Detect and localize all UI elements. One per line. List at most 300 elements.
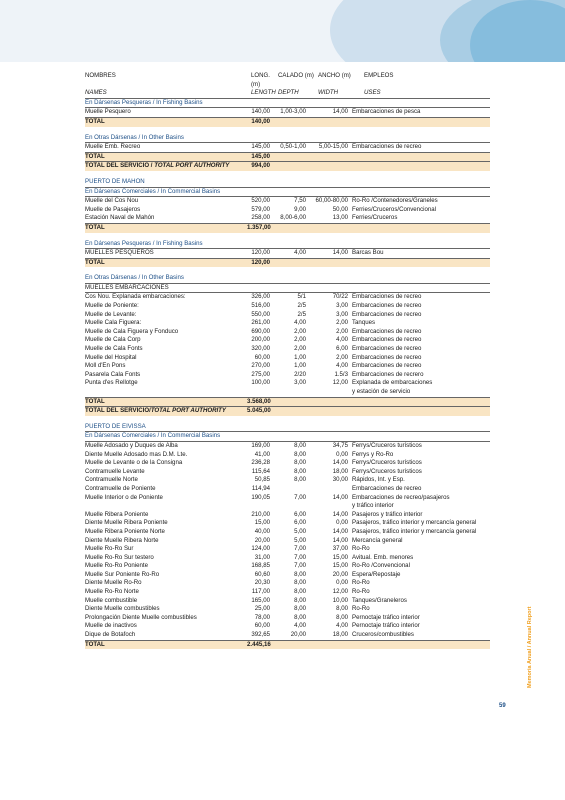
col-header-uses: EMPLEOS [364,72,394,79]
col-header-length: LONG. (m) [251,72,270,88]
cell-depth: 7,50 [294,197,306,205]
cell-depth: 5/1 [297,293,306,301]
col-header-uses-en: USES [364,89,381,97]
cell-width: 18,00 [332,631,348,639]
cell-width: 1.5/3 [334,370,348,378]
cell-name: Contramuelle Levante [85,467,145,475]
cell-depth: 5,00 [294,527,306,535]
table-row [85,519,490,528]
cell-uses: Embarcaciones de recreo [352,143,422,151]
cell-uses: Ro-Ro [352,579,370,587]
cell-name: Muelle Ro-Ro Poniente [85,562,149,570]
cell-length: 120,00 [251,249,270,257]
cell-name: MUELLES PESQUEROS [85,249,154,257]
total-label: TOTAL [85,258,105,266]
cell-length: 190,05 [251,493,270,501]
cell-width: 14,00 [332,510,348,518]
cell-length: 40,00 [254,527,270,535]
total-label: TOTAL [85,397,105,405]
cell-length: 200,00 [251,336,270,344]
cell-uses: Embarcaciones de recreo [352,336,422,344]
cell-length: 326,00 [251,293,270,301]
cell-name: Cos Nou. Explanada embarcaciones: [85,293,186,301]
table-row [85,108,490,117]
cell-name: Muelle Emb. Recreo [85,143,141,151]
cell-width [306,388,348,397]
sections-container [85,99,490,649]
total-value: 120,00 [251,258,270,266]
cell-length: 115,64 [251,467,270,475]
cell-depth: 2/5 [297,302,306,310]
cell-width: 18,00 [332,467,348,475]
cell-depth: 4,00 [294,249,306,257]
cell-width: 15,00 [332,562,348,570]
table-row [85,214,490,223]
cell-uses: Ferrys/Cruceros turísticos [352,467,422,475]
header-decoration [0,0,565,62]
cell-name: Muelle del Hospital [85,353,137,361]
cell-uses: Embarcaciones de recreo [352,293,422,301]
cell-depth: 3,00 [294,379,306,387]
cell-width: 14,00 [332,493,348,501]
table-row [85,562,490,571]
service-total-value: 5.045,00 [247,407,271,415]
table-row [85,311,490,320]
table-row [85,537,490,546]
cell-depth: 2/5 [297,310,306,318]
table-row [85,143,490,152]
col-header-depth-en: DEPTH [278,89,299,97]
cell-depth: 0,50-1,00 [280,143,306,151]
cell-uses: Embarcaciones de pesca [352,108,421,116]
cell-name: Muelle de inactivos [85,622,137,630]
cell-name: Muelle Ro-Ro Sur [85,545,134,553]
total-value: 140,00 [251,117,270,125]
cell-depth: 20,00 [290,631,306,639]
total-value: 145,00 [251,152,270,160]
basin-subtitle: En Dársenas Pesqueras / In Fishing Basins [85,99,490,109]
cell-width: 2,00 [336,319,348,327]
cell-depth: 2,00 [294,336,306,344]
table-row [85,502,490,511]
cell-length: 690,00 [251,327,270,335]
cell-width: 34,75 [332,441,348,449]
col-header-width-en: WIDTH [318,89,338,97]
cell-uses: Ro-Ro /Contenedores/Graneles [352,197,438,205]
total-label: TOTAL [85,223,105,231]
cell-name: Muelle Adosado y Duques de Alba [85,441,178,449]
cell-name: Muelle Pesquero [85,108,131,116]
service-total-row [85,161,490,171]
cell-name: Diente Muelle Adosado mas D.M. Lte. [85,450,188,458]
cell-uses: Explanada de embarcaciones [352,379,433,387]
table-row [85,328,490,337]
cell-width: 2,00 [336,353,348,361]
cell-length: 60,00 [254,622,270,630]
cell-depth: 2,00 [294,345,306,353]
table-row [85,605,490,614]
cell-width: 0,00 [336,450,348,458]
basin-subtitle: En Dársenas Comerciales / In Commercial Basins [85,432,490,442]
cell-length: 50,85 [254,476,270,484]
col-header-depth: CALADO (m) [278,72,314,79]
cell-width: 3,00 [336,310,348,318]
cell-uses: Embarcaciones de recreo [352,310,422,318]
cell-name: Estación Naval de Mahón [85,214,155,222]
cell-depth [270,388,306,397]
cell-name: Muelle de Levante o de la Consigna [85,459,183,467]
port-section [85,99,490,171]
table-row [85,206,490,215]
cell-depth: 5,00 [294,536,306,544]
cell-name: Diente Muelle Ribera Poniente [85,519,168,527]
total-value: 2.445,16 [247,640,271,648]
cell-depth: 6,00 [294,519,306,527]
cell-length: 550,00 [251,310,270,318]
table-row [85,545,490,554]
cell-length: 270,00 [251,362,270,370]
cell-length: 31,00 [254,553,270,561]
cell-uses: Ro-Ro /Convencional [352,562,410,570]
cell-name: Muelle Ribera Poniente [85,510,149,518]
cell-depth: 8,00 [294,613,306,621]
cell-length: 25,00 [254,605,270,613]
cell-uses: Mercancía general [352,536,403,544]
service-total-label [85,407,247,416]
cell-length: 320,00 [251,345,270,353]
cell-width: 14,00 [332,108,348,116]
service-total-en: TOTAL PORT AUTHORITY [154,162,230,170]
table-row [85,476,490,485]
table-header-en [85,89,490,99]
cell-width: 8,00 [336,605,348,613]
cell-depth: 9,00 [294,205,306,213]
cell-depth: 1,00 [294,353,306,361]
cell-width: 0,00 [336,579,348,587]
table-row [85,579,490,588]
cell-length: 169,00 [251,441,270,449]
cell-length: 78,00 [254,613,270,621]
cell-length: 140,00 [251,108,270,116]
cell-name: Contramuelle Norte [85,476,138,484]
cell-uses: Ro-Ro [352,545,370,553]
cell-name: Prolongación Diente Muelle combustibles [85,613,197,621]
cell-depth: 8,00 [294,605,306,613]
cell-length: 20,00 [254,536,270,544]
cell-depth: 8,00 [294,441,306,449]
table-row [85,388,490,397]
port-title: PUERTO DE EIVISSA [85,423,490,433]
port-section [85,178,490,416]
cell-depth: 8,00 [294,588,306,596]
cell-length: 145,00 [251,143,270,151]
cell-width: 12,00 [332,588,348,596]
cell-name: Moll d'En Pons [85,362,126,370]
total-row [85,152,490,162]
group-subtitle: MUELLES EMBARCACIONES [85,284,490,294]
cell-uses: Embarcaciones de recreo [352,362,422,370]
page-number: 59 [499,703,506,709]
port-title: PUERTO DE MAHON [85,178,490,188]
cell-depth [270,485,306,494]
cell-depth: 8,00 [294,570,306,578]
total-row [85,640,490,650]
cell-width: 37,00 [332,545,348,553]
cell-name: Muelle Ribera Poniente Norte [85,527,165,535]
cell-length [247,388,270,397]
cell-name: Muelle de Poniente: [85,302,139,310]
cell-uses: Embarcaciones de recreo [352,353,422,361]
cell-uses: Pernoctaje tráfico interior [352,613,420,621]
cell-depth: 7,00 [294,553,306,561]
cell-uses: Avitual. Emb. menores [352,553,414,561]
cell-uses: Pasajeros, tráfico interior y mercancía general [352,519,477,527]
cell-width: 4,00 [336,362,348,370]
col-header-length-en: LENGTH [251,89,276,97]
cell-depth [270,502,306,511]
cell-uses: y tráfico interior [352,502,394,510]
cell-name: Diente Muelle Ro-Ro [85,579,142,587]
total-row [85,117,490,127]
cell-name: Muelle de Cala Figuera y Fonduco [85,327,179,335]
total-value: 1.357,00 [247,223,271,231]
cell-length: 392,65 [251,631,270,639]
cell-width: 30,00 [332,476,348,484]
cell-uses: Embarcaciones de recreo [352,302,422,310]
cell-name: Diente Muelle Ribera Norte [85,536,159,544]
cell-uses: Embarcaciones de recreo/pasajeros [352,493,450,501]
table-row [85,302,490,311]
cell-length: 100,00 [251,379,270,387]
cell-name: Muelle de Pasajeros [85,205,141,213]
cell-name [85,388,247,397]
table-row [85,442,490,451]
cell-length: 516,00 [251,302,270,310]
basin-subtitle: En Dársenas Pesqueras / In Fishing Basins [85,240,490,250]
cell-name: Muelle Ro-Ro Sur testero [85,553,154,561]
cell-length: 114,94 [251,484,270,492]
table-row [85,494,490,503]
cell-length: 124,00 [251,545,270,553]
table-row [85,622,490,631]
cell-uses: Pernoctaje tráfico interior [352,622,420,630]
cell-uses: Ferries/Cruceros [352,214,398,222]
cell-name: Contramuelle de Poniente [85,484,156,492]
cell-uses: Ferrys y Ro-Ro [352,450,394,458]
cell-uses: Embarcaciones de recrero [352,370,424,378]
cell-width: 20,00 [332,570,348,578]
cell-uses: Rápidos, Int. y Esp. [352,476,405,484]
cell-depth: 2,00 [294,327,306,335]
cell-width [306,502,348,511]
cell-depth: 7,00 [294,562,306,570]
col-header-width: ANCHO (m) [318,72,351,79]
table-row [85,485,490,494]
table-row [85,459,490,468]
cell-name: Muelle de Levante: [85,310,137,318]
cell-name: Muelle Ro-Ro Norte [85,588,139,596]
table-row [85,554,490,563]
table-row [85,371,490,380]
cell-name: Muelle Cala Figuera: [85,319,142,327]
service-total-es: TOTAL DEL SERVICIO/ [85,407,151,415]
cell-width: 14,00 [332,536,348,544]
service-total-en: TOTAL PORT AUTHORITY [150,407,226,415]
cell-depth: 4,00 [294,622,306,630]
cell-length: 236,28 [251,459,270,467]
service-total-es: TOTAL DEL SERVICIO / [85,162,155,170]
table-row [85,597,490,606]
table-header-es [85,72,490,89]
total-row [85,397,490,407]
table-row [85,379,490,388]
table-row [85,293,490,302]
cell-depth: 8,00 [294,596,306,604]
cell-name: Muelle Interior o de Poniente [85,493,163,501]
cell-uses: Ro-Ro [352,588,370,596]
cell-uses: Embarcaciones de recreo [352,327,422,335]
side-label [527,588,537,688]
total-label: TOTAL [85,117,105,125]
table-row [85,614,490,623]
cell-width: 6,00 [336,345,348,353]
cell-uses: Espera/Repostaje [352,570,401,578]
cell-width: 3,00 [336,302,348,310]
table-row [85,197,490,206]
cell-name: Punta d'es Rellotge [85,379,138,387]
basin-subtitle: En Otras Dársenas / In Other Basins [85,134,490,144]
table-row [85,249,490,258]
cell-uses: Cruceros/combustibles [352,631,414,639]
cell-name: Muelle Sur Poniente Ro-Ro [85,570,160,578]
cell-width: 10,00 [332,596,348,604]
cell-length: 60,00 [254,353,270,361]
cell-depth: 2/20 [294,370,306,378]
cell-length: 261,00 [251,319,270,327]
table-row [85,631,490,640]
cell-length: 60,60 [254,570,270,578]
cell-length: 117,00 [251,588,270,596]
cell-uses: Ferrys/Cruceros turísticos [352,459,422,467]
cell-uses: Embarcaciones de recreo [352,345,422,353]
cell-depth: 8,00 [294,450,306,458]
table-row [85,571,490,580]
cell-length: 579,00 [251,205,270,213]
cell-length: 20,30 [254,579,270,587]
cell-width: 15,00 [332,553,348,561]
side-label-text: Memoria Anual / Annual Report [527,606,533,688]
cell-width: 0,00 [336,519,348,527]
table-row [85,588,490,597]
table-row [85,336,490,345]
service-total-label [85,162,247,171]
cell-depth: 8,00 [294,579,306,587]
cell-uses: Tanques/Graneleros [352,596,407,604]
cell-name [85,502,247,511]
cell-width: 70/22 [332,293,348,301]
cell-width: 14,00 [332,459,348,467]
cell-depth: 8,00 [294,467,306,475]
cell-uses: y estación de servicio [352,388,411,395]
cell-length: 15,00 [254,519,270,527]
cell-length: 520,00 [251,197,270,205]
table-row [85,362,490,371]
cell-name: Pasarela Cala Fonts [85,370,141,378]
total-row [85,258,490,268]
cell-depth: 4,00 [294,319,306,327]
cell-uses: Embarcaciones de recreo [352,484,422,492]
cell-width: 8,00 [336,613,348,621]
cell-depth: 1,00-3,00 [280,108,306,116]
cell-uses: Ferrys/Cruceros turísticos [352,441,422,449]
table-row [85,354,490,363]
cell-uses: Pasajeros, tráfico interior y mercancía general [352,527,477,535]
cell-uses: Ferries/Cruceros/Convencional [352,205,436,213]
service-total-row [85,406,490,416]
port-section [85,423,490,649]
table-row [85,451,490,460]
table-row [85,345,490,354]
total-label: TOTAL [85,640,105,648]
cell-width: 14,00 [332,527,348,535]
total-label: TOTAL [85,152,105,160]
cell-depth: 8,00 [294,476,306,484]
basin-subtitle: En Dársenas Comerciales / In Commercial Basins [85,188,490,198]
basin-subtitle: En Otras Dársenas / In Other Basins [85,274,490,284]
cell-uses: Tanques [352,319,376,327]
table-row [85,468,490,477]
cell-width: 13,00 [332,214,348,222]
cell-width: 14,00 [332,249,348,257]
cell-uses: Barcas Bou [352,249,384,257]
service-total-value: 994,00 [251,162,270,170]
col-header-name-en: NAMES [85,89,107,97]
table-row [85,319,490,328]
cell-width: 4,00 [336,336,348,344]
cell-uses: Pasajeros y tráfico interior [352,510,423,518]
table-row [85,528,490,537]
cell-width [306,485,348,494]
cell-name: Muelle del Cos Nou [85,197,139,205]
cell-name: Muelle combustible [85,596,138,604]
cell-name: Diente Muelle combustibles [85,605,160,613]
cell-length: 168,85 [251,562,270,570]
cell-length [247,502,270,511]
cell-depth: 7,00 [294,493,306,501]
cell-depth: 7,00 [294,545,306,553]
cell-depth: 1,00 [294,362,306,370]
cell-width: 60,00-80,00 [315,197,348,205]
cell-length: 210,00 [251,510,270,518]
cell-name: Muelle de Cala Corp [85,336,141,344]
cell-name: Dique de Botafoch [85,631,136,639]
cell-length: 165,00 [251,596,270,604]
cell-length: 41,00 [254,450,270,458]
cell-width: 12,00 [332,379,348,387]
cell-length: 258,00 [251,214,270,222]
cell-width: 5,00-15,00 [318,143,348,151]
table-row [85,511,490,520]
total-value: 3.568,00 [247,397,271,405]
cell-depth: 6,00 [294,510,306,518]
total-row [85,223,490,233]
cell-length: 275,00 [251,370,270,378]
cell-width: 4,00 [336,622,348,630]
cell-uses: Ro-Ro [352,605,370,613]
col-header-name: NOMBRES [85,72,116,79]
cell-name: Muelle de Cala Fonts [85,345,143,353]
berths-table [85,72,490,649]
